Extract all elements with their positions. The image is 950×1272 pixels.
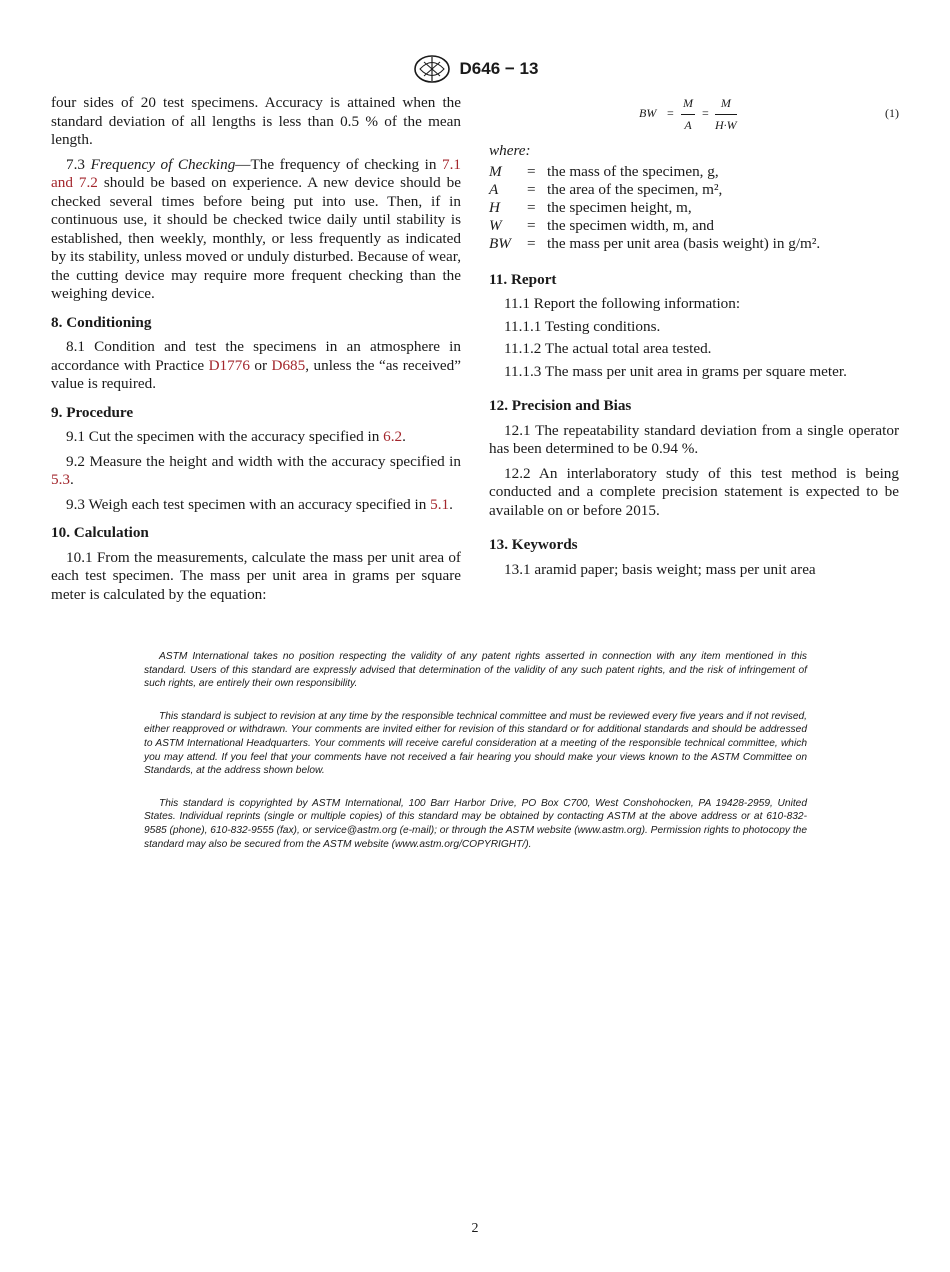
paragraph-continuation: four sides of 20 test specimens. Accuracy is attained when the standard deviation of all lengths is less than 0.5 % of the mean length. (51, 94, 461, 148)
left-column (51, 94, 461, 610)
astm-logo-icon (412, 54, 452, 84)
link-d1776[interactable]: D1776 (208, 356, 250, 374)
paragraph-12-2: 12.2 An interlaboratory study of this test method is being conducted and a complete precision statement is expected to be available on or before 2015. (489, 464, 899, 519)
footer-copyright-notice: This standard is copyrighted by ASTM International, 100 Barr Harbor Drive, PO Box C700, West Conshohocken, PA 19428-2959, United States. Individual reprints (single or multiple copies) of this standard may be obtained by contacting ASTM at the above address or at 610-832-9585 (phone), 610-832-9555 (fax), or service@astm.org (e-mail); or through the ASTM website (www.astm.org). Permission rights to photocopy the standard may also be secured from the ASTM website (www.astm.org/COPYRIGHT/). (144, 797, 807, 850)
equation-lhs: BW (639, 106, 657, 120)
heading-procedure: 9. Procedure (51, 403, 134, 421)
paragraph-7-3: 7.3 Frequency of Checking—The frequency of checking in 7.1 and 7.2 should be based on experience. A new device should be checked several times before being put into use. Then, if in continuous use, it should be checked twice daily until stability is established, then weekly, monthly, or less frequently as indicated by its stability, unless moved or unduly disturbed. Because of wear, the cutting device may require more frequent checking than the weighing device. (51, 155, 462, 302)
right-column (489, 94, 899, 585)
heading-calculation: 10. Calculation (51, 524, 149, 541)
link-6-2[interactable]: 6.2 (383, 428, 403, 445)
footer-notices (144, 650, 807, 870)
heading-conditioning: 8. Conditioning (51, 313, 152, 331)
heading-precision-bias: 12. Precision and Bias (489, 397, 632, 414)
section-title-frequency: Frequency of Checking (90, 155, 236, 173)
footer-patent-notice: ASTM International takes no position respecting the validity of any patent rights asserted in connection with any item mentioned in this standard. Users of this standard are expressly advised that determination of the validity of any such patent rights, and the risk of infringement of such rights, are entirely their own responsibility. (144, 651, 807, 690)
paragraph-11-1-2: 11.1.2 The actual total area tested. (504, 340, 712, 357)
footer-revision-notice: This standard is subject to revision at any time by the responsible technical committee and must be reviewed every five years and if not revised, either reapproved or withdrawn. Your comments are invited either for revision of this standard or for additional standards and should be addressed to ASTM International Headquarters. Your comments will receive careful consideration at a meeting of the responsible technical committee, which you may attend. If you feel that your comments have not received a fair hearing you should make your views known to the ASTM Committee on Standards, at the address shown below. (144, 710, 807, 777)
document-designation: D646 − 13 (459, 59, 539, 78)
variable-bw: BW = the mass per unit area (basis weight) in g/m². (489, 234, 821, 252)
equation-equals-2: = (702, 106, 709, 120)
equation-1 (489, 94, 899, 130)
equation-equals: = (667, 106, 674, 120)
paragraph-9-2: 9.2 Measure the height and width with the accuracy specified in 5.3. (51, 452, 461, 488)
where-label: where: (489, 142, 531, 159)
page-number: 2 (471, 1221, 479, 1236)
page-header (0, 54, 950, 84)
link-5-1[interactable]: 5.1 (430, 495, 450, 513)
paragraph-12-1: 12.1 The repeatability standard deviation from a single operator has been determined to be 0.94 %. (489, 421, 899, 457)
heading-keywords: 13. Keywords (489, 536, 578, 553)
variable-m: M = the mass of the specimen, g, (489, 162, 719, 180)
paragraph-10-1: 10.1 From the measurements, calculate the mass per unit area of each test specimen. The mass per unit area in grams per square meter is calculated by the equation: (51, 548, 461, 603)
fraction-m-over-a: $\frac{M}{A}$ (683, 96, 693, 132)
equation-number: (1) (885, 106, 899, 120)
variable-w: W = the specimen width, m, and (489, 216, 715, 234)
paragraph-11-1-1: 11.1.1 Testing conditions. (504, 317, 661, 335)
link-5-3[interactable]: 5.3 (51, 471, 70, 488)
paragraph-11-1-3: 11.1.3 The mass per unit area in grams per square meter. (504, 362, 847, 380)
link-7-1-7-2[interactable]: 7.1 and 7.2 (51, 155, 462, 191)
variable-list (489, 163, 899, 253)
paragraph-9-1: 9.1 Cut the specimen with the accuracy specified in 6.2. (66, 428, 406, 445)
fraction-m-over-hw: $\frac{M}{H\cdot W}$ (715, 96, 737, 132)
paragraph-11-1: 11.1 Report the following information: (504, 295, 741, 312)
link-d685[interactable]: D685 (271, 356, 306, 374)
variable-a: A = the area of the specimen, m², (489, 180, 723, 198)
paragraph-8-1: 8.1 Condition and test the specimens in an atmosphere in accordance with Practice D1776 or D685, unless the “as received” value is required. (51, 338, 461, 392)
heading-report: 11. Report (489, 270, 557, 288)
paragraph-9-3: 9.3 Weigh each test specimen with an accuracy specified in 5.1. (66, 495, 453, 513)
paragraph-13-1: 13.1 aramid paper; basis weight; mass per unit area (504, 560, 816, 578)
variable-h: H = the specimen height, m, (489, 198, 692, 216)
